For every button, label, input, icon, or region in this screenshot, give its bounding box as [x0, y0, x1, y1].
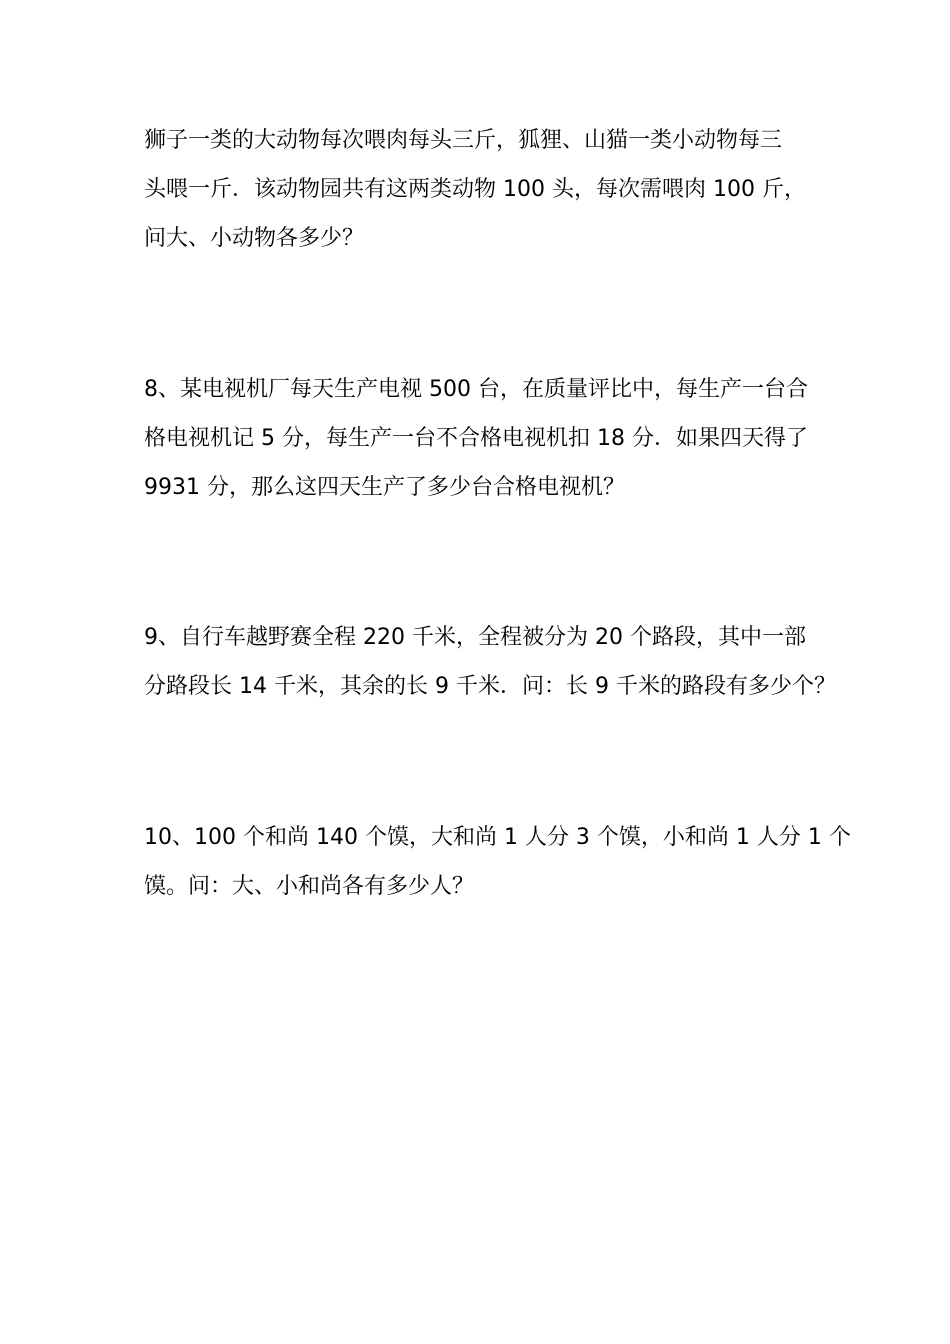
problem-text-line: 9、自行车越野赛全程 220 千米，全程被分为 20 个路段，其中一部 — [144, 625, 806, 650]
problem-10-monks-buns — [144, 813, 851, 911]
problem-text-line: 狮子一类的大动物每次喂肉每头三斤，狐狸、山猫一类小动物每三 — [144, 128, 783, 153]
problem-text-line: 头喂一斤．该动物园共有这两类动物 100 头，每次需喂肉 100 斤， — [144, 177, 806, 202]
problem-zoo-animals — [144, 116, 816, 263]
problem-text-line: 10、100 个和尚 140 个馍，大和尚 1 人分 3 个馍，小和尚 1 人分 1 个 — [144, 825, 851, 850]
problem-text-line: 问大、小动物各多少？ — [144, 226, 365, 251]
problem-text-line: 格电视机记 5 分，每生产一台不合格电视机扣 18 分．如果四天得了 — [144, 426, 808, 451]
problem-text-line: 分路段长 14 千米，其余的长 9 千米．问：长 9 千米的路段有多少个？ — [144, 674, 836, 699]
problem-text-line: 8、某电视机厂每天生产电视 500 台，在质量评比中，每生产一台合 — [144, 377, 808, 402]
problem-8-tv-factory — [144, 365, 816, 512]
problem-9-bike-race — [144, 613, 836, 711]
problem-text-line: 9931 分，那么这四天生产了多少台合格电视机？ — [144, 475, 625, 500]
problem-text-line: 馍。问：大、小和尚各有多少人？ — [144, 874, 475, 899]
